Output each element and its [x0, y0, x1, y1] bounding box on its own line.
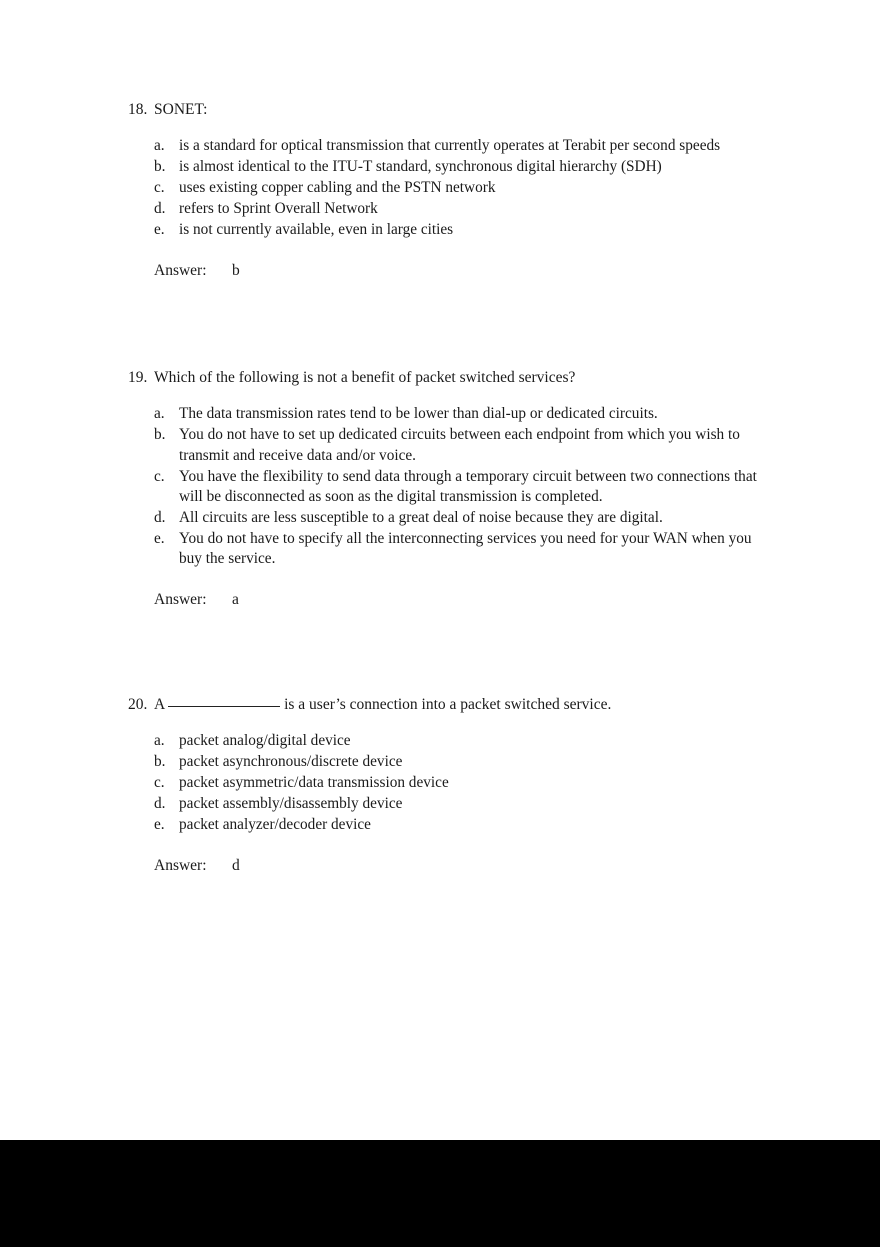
option-letter: e.: [154, 815, 165, 833]
option-text: refers to Sprint Overall Network: [179, 200, 378, 218]
option-letter: a.: [154, 405, 165, 423]
option-letter: d.: [154, 508, 166, 526]
option-letter: e.: [154, 221, 165, 239]
answer-value: d: [232, 856, 240, 874]
option-item: [154, 425, 768, 465]
option-letter: b.: [154, 158, 166, 176]
answer-value: a: [232, 590, 239, 608]
section-spacer: [128, 280, 768, 368]
option-item: [154, 529, 768, 569]
option-text: You have the flexibility to send data through a temporary circuit between two connections that will be disconnected as soon as the digital transmission is completed.: [179, 467, 757, 505]
option-text: packet assembly/disassembly device: [179, 794, 403, 812]
option-item: [154, 404, 768, 424]
option-item: [154, 199, 768, 219]
options-list: [154, 731, 768, 835]
question-stem: [128, 100, 768, 120]
page-footer-bar: [0, 1140, 880, 1247]
answer-label: Answer:: [154, 262, 207, 280]
question-number: 20.: [128, 695, 148, 713]
options-list: [154, 136, 768, 240]
answer-row: [154, 591, 768, 609]
question-block-18: [128, 100, 768, 280]
question-text: SONET:: [154, 101, 208, 118]
option-text: You do not have to specify all the interconnecting services you need for your WAN when you buy the service.: [179, 529, 752, 567]
option-text: is not currently available, even in large cities: [179, 221, 454, 239]
option-letter: c.: [154, 179, 165, 197]
option-text: uses existing copper cabling and the PSTN network: [179, 179, 496, 197]
option-letter: b.: [154, 426, 166, 444]
answer-row: [154, 262, 768, 280]
question-stem: [128, 368, 768, 388]
option-text: packet analog/digital device: [179, 731, 351, 749]
option-item: [154, 220, 768, 240]
option-text: packet analyzer/decoder device: [179, 815, 371, 833]
option-text: The data transmission rates tend to be lower than dial-up or dedicated circuits.: [179, 405, 658, 423]
option-text: packet asymmetric/data transmission device: [179, 773, 449, 791]
option-letter: a.: [154, 137, 165, 155]
option-letter: b.: [154, 752, 166, 770]
question-stem: [128, 695, 768, 715]
option-letter: c.: [154, 467, 165, 485]
option-item: [154, 731, 768, 751]
option-item: [154, 136, 768, 156]
option-letter: d.: [154, 200, 166, 218]
option-item: [154, 752, 768, 772]
question-block-20: [128, 695, 768, 875]
question-block-19: [128, 368, 768, 608]
options-list: [154, 404, 768, 568]
question-number: 18.: [128, 101, 148, 118]
question-text: [154, 695, 768, 715]
option-letter: d.: [154, 794, 166, 812]
option-item: [154, 508, 768, 528]
page-content: [128, 100, 768, 875]
option-text: You do not have to set up dedicated circuits between each endpoint from which you wish to transmit and receive data and/or voice.: [179, 426, 740, 464]
option-item: [154, 815, 768, 835]
answer-label: Answer:: [154, 590, 207, 608]
section-spacer: [128, 609, 768, 695]
answer-value: b: [232, 262, 240, 280]
answer-row: [154, 857, 768, 875]
option-item: [154, 467, 768, 507]
question-text-tail: is a user’s connection into a packet switched service.: [284, 695, 612, 713]
option-text: packet asynchronous/discrete device: [179, 752, 403, 770]
option-text: is a standard for optical transmission that currently operates at Terabit per second speeds: [179, 137, 721, 155]
option-text: All circuits are less susceptible to a great deal of noise because they are digital.: [179, 508, 663, 526]
option-letter: c.: [154, 773, 165, 791]
option-item: [154, 178, 768, 198]
option-item: [154, 773, 768, 793]
question-text: Which of the following is not a benefit of packet switched services?: [154, 369, 576, 387]
option-letter: e.: [154, 529, 165, 547]
option-item: [154, 157, 768, 177]
option-text: is almost identical to the ITU-T standard, synchronous digital hierarchy (SDH): [179, 158, 662, 176]
option-letter: a.: [154, 731, 165, 749]
answer-label: Answer:: [154, 856, 207, 874]
option-item: [154, 794, 768, 814]
fill-in-blank: [168, 706, 280, 707]
question-text-lead: A: [154, 695, 165, 713]
question-number: 19.: [128, 369, 148, 387]
